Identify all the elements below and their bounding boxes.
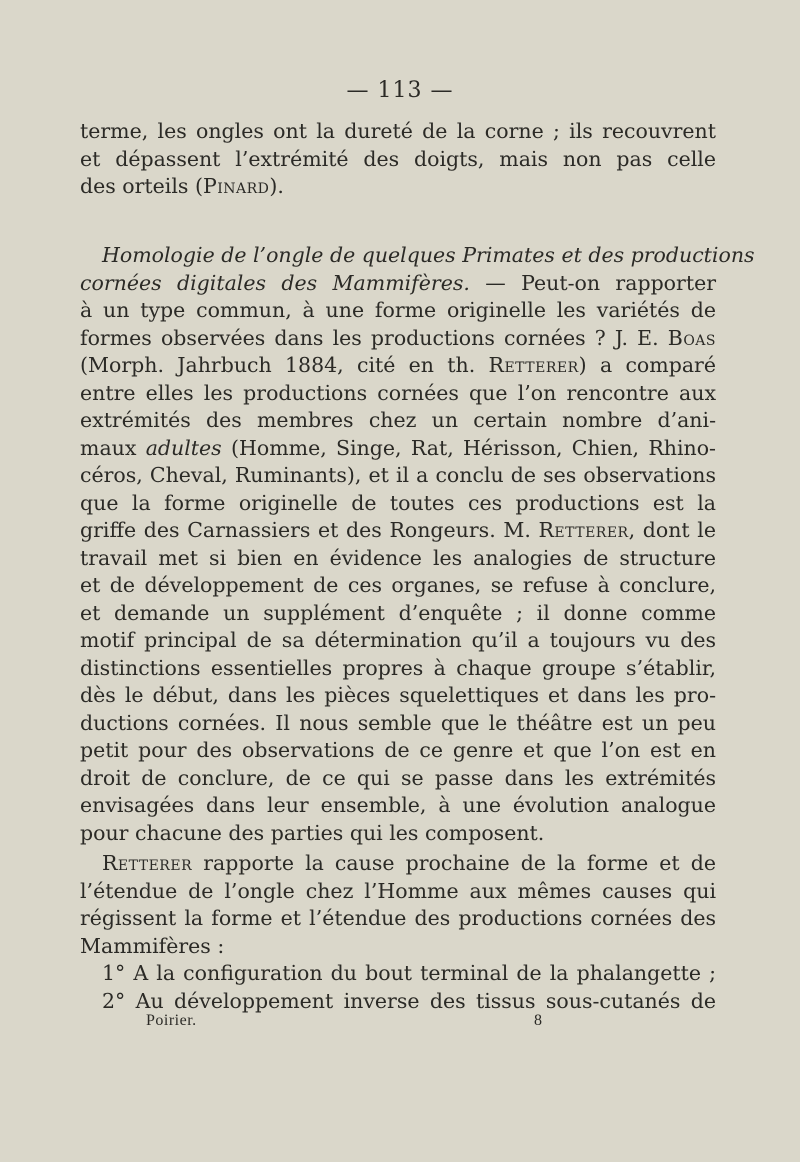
text-line: l’étendue de l’ongle chez l’Homme aux mêmes causes qui (80, 878, 716, 903)
text-line: céros, Cheval, Ruminants), et il a conclu de ses observations (80, 463, 716, 487)
author-name: Retterer (102, 851, 193, 875)
text-line: travail met si bien en évidence les analogies de structure (80, 545, 716, 570)
text-line: et demande un supplément d’enquête ; il donne comme (80, 600, 716, 625)
text-line: cornées digitales des Mammifères. — Peut-on rapporter (80, 270, 716, 295)
author-name: Retterer (538, 518, 629, 542)
paragraph-3 (80, 850, 716, 1015)
text-line: envisagées dans leur ensemble, à une évolution analogue (80, 793, 716, 817)
author-name: Boas (667, 325, 716, 350)
text-line: griffe des Carnassiers et des Rongeurs. M. Retterer, dont le (80, 518, 716, 542)
text-line: régissent la forme et l’étendue des productions cornées des (80, 906, 716, 930)
text-line: extrémités des membres chez un certain nombre d’ani- (80, 408, 716, 432)
paragraph-1 (80, 118, 716, 201)
text-line: Mammifères : (80, 933, 225, 958)
text-line: des orteils (Pinard). (80, 174, 284, 198)
text-line: à un type commun, à une forme originelle les variétés de (80, 298, 716, 322)
section-heading-continued: cornées digitales des Mammifères. (80, 270, 470, 295)
text-line: pour chacune des parties qui les composent. (80, 820, 545, 845)
text-line: terme, les ongles ont la dureté de la corne ; ils recouvrent (80, 119, 716, 143)
list-item: 2° Au développement inverse des tissus sous-cutanés de (102, 988, 716, 1013)
page-footer (146, 1012, 546, 1030)
footer-author: Poirier. (146, 1012, 197, 1029)
text-line: (Morph. Jahrbuch 1884, cité en th. Retterer) a comparé (80, 353, 716, 377)
text-line: maux adultes (Homme, Singe, Rat, Hérisson, Chien, Rhino- (80, 435, 716, 460)
section-heading: Homologie de l’ongle de quelques Primates et des productions (102, 243, 755, 267)
text-line: et dépassent l’extrémité des doigts, mais non pas celle (80, 146, 716, 171)
emphasis: adultes (145, 435, 222, 460)
text-line: motif principal de sa détermination qu’il a toujours vu des (80, 628, 716, 652)
text-line: distinctions essentielles propres à chaque groupe s’établir, (80, 655, 716, 680)
page-number: — 113 — (346, 78, 454, 103)
text-line: formes observées dans les productions cornées ? J. E. Boas (80, 325, 716, 350)
author-name: Retterer (488, 353, 579, 377)
text-line: ductions cornées. Il nous semble que le théâtre est un peu (80, 710, 716, 735)
text-line: droit de conclure, de ce qui se passe dans les extrémités (80, 765, 716, 790)
signature-mark: 8 (534, 1012, 543, 1029)
text-line: entre elles les productions cornées que l’on rencontre aux (80, 380, 716, 405)
text-line: Retterer rapporte la cause prochaine de la forme et de (102, 851, 716, 875)
paragraph-2 (80, 242, 755, 847)
author-name: Pinard (202, 174, 270, 198)
text-line: petit pour des observations de ce genre et que l’on est en (80, 738, 716, 762)
text-line: et de développement de ces organes, se refuse à conclure, (80, 573, 716, 597)
text-line: que la forme originelle de toutes ces productions est la (80, 490, 716, 515)
text-line: dès le début, dans les pièces squelettiques et dans les pro- (80, 683, 716, 707)
list-item: 1° A la configuration du bout terminal de la phalangette ; (102, 961, 716, 985)
